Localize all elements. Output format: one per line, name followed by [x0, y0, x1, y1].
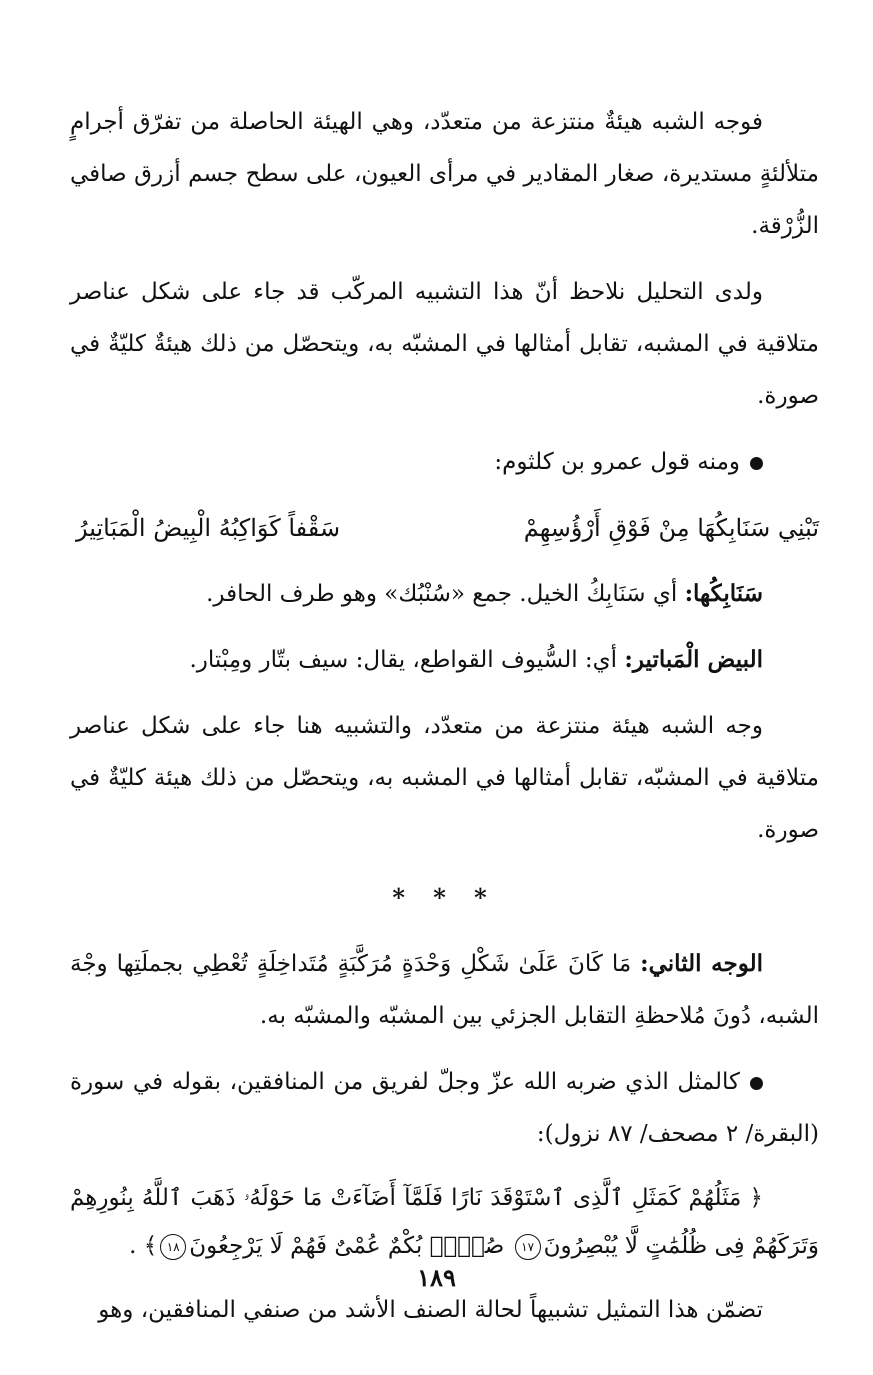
second-aspect-text: مَا كَانَ عَلَىٰ شَكْلِ وَحْدَةٍ مُرَكَّبَةٍ مُتَداخِلَةٍ تُعْطِي بجملَتِها وجْهَ الشبه، دُونَ مُلاحظةِ التقابل الجزئي بين المشبّه والمشبّه به.	[70, 951, 819, 1029]
paragraph-3	[70, 436, 819, 488]
verse-first-hemistich: تَبْنِي سَنَابِكُهَا مِنْ فَوْقِ أَرْؤُسِهِمْ	[523, 514, 819, 542]
paragraph-4: وجه الشبه هيئة منتزعة من متعدّد، والتشبيه هنا جاء على شكل عناصر متلاقية في المشبّه، تقابل أمثالها في المشبه به، ويتحصّل من ذلك هيئة كليّةٌ في صورة.	[70, 713, 819, 843]
bullet-icon	[750, 457, 763, 470]
glossary-entry	[70, 568, 819, 620]
example-intro	[70, 1056, 819, 1160]
ayah-number-18: ١٨	[160, 1234, 186, 1260]
glossary-term: سَنَابِكُها:	[684, 580, 763, 607]
glossary-term: البيض الْمَباتير:	[624, 646, 763, 673]
second-aspect-paragraph	[70, 938, 819, 1042]
paragraph-1: فوجه الشبه هيئةٌ منتزعة من متعدّد، وهي الهيئة الحاصلة من تفرّق أجرامٍ متلألئةٍ مستديرة، صغار المقادير في مرأى العيون، على سطح جسم أزرق صافي الزُّرْقة.	[70, 109, 819, 239]
paragraph-5: تضمّن هذا التمثيل تشبيهاً لحالة الصنف الأشد من صنفي المنافقين، وهو	[98, 1297, 763, 1323]
section-separator: * * *	[392, 883, 497, 912]
bullet-icon	[750, 1077, 763, 1090]
paragraph-2: ولدى التحليل نلاحظ أنّ هذا التشبيه المركّب قد جاء على شكل عناصر متلاقية في المشبه، تقابل أمثالها في المشبّه به، ويتحصّل من ذلك هيئةٌ كليّةٌ في صورة.	[70, 279, 819, 409]
quran-verse-17: مَثَلُهُمْ كَمَثَلِ ٱلَّذِى ٱسْتَوْقَدَ نَارًا فَلَمَّآ أَضَآءَتْ مَا حَوْلَهُۥ ذَهَبَ ٱللَّهُ بِنُورِهِمْ وَتَرَكَهُمْ فِى ظُلُمَٰتٍ لَّا يُبْصِرُونَ	[70, 1185, 819, 1259]
second-aspect-label: الوجه الثاني:	[640, 950, 764, 977]
glossary-definition: أي سَنَابِكُ الخيل. جمع «سُنْبُك» وهو طرف الحافر.	[206, 581, 678, 607]
poetry-verse	[70, 502, 819, 554]
quran-verse-18: صُمٌّۢ بُكْمٌ عُمْىٌ فَهُمْ لَا يَرْجِعُونَ	[189, 1233, 505, 1259]
glossary-entry	[70, 634, 819, 686]
page-number: ١٨٩	[417, 1263, 456, 1292]
paragraph-3-text: ومنه قول عمرو بن كلثوم:	[494, 449, 740, 475]
ayah-number-17: ١٧	[515, 1234, 541, 1260]
glossary-definition: أي: السُّيوف القواطع، يقال: سيف بتّار ومِبْتار.	[189, 647, 618, 673]
quran-open-bracket: ﴿	[749, 1185, 763, 1211]
quran-close-bracket: ﴾ .	[129, 1233, 158, 1259]
example-intro-text: كالمثل الذي ضربه الله عزّ وجلّ لفريق من المنافقين، بقوله في سورة (البقرة/ ٢ مصحف/ ٨٧ نزول):	[70, 1069, 819, 1147]
verse-second-hemistich: سَقْفاً كَوَاكِبُهُ الْبِيضُ الْمَبَاتِيرُ	[76, 514, 341, 542]
